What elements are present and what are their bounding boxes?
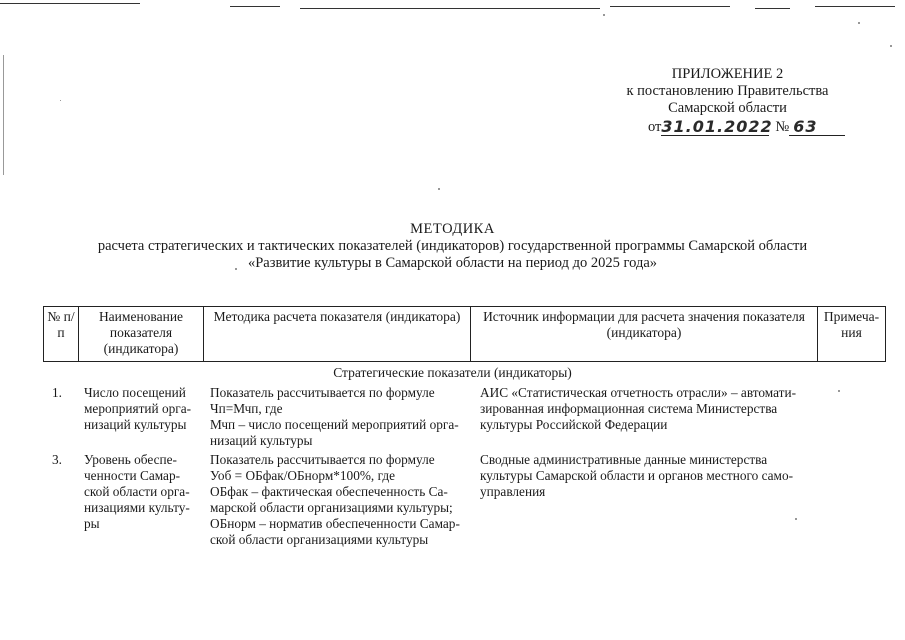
text-line: зированная информационная система Министерства: [480, 401, 778, 416]
appendix-date-line: [600, 118, 855, 136]
indicators-table-header: [43, 306, 886, 362]
text-line: АИС «Статистическая отчетность отрасли» – автомати-: [480, 385, 797, 400]
document-heading: [0, 221, 905, 272]
scan-speck: [60, 100, 61, 101]
header-number: № п/п: [44, 307, 79, 362]
text-line: Чп=Мчп, где: [210, 401, 283, 416]
row-1-number: 1.: [52, 385, 62, 400]
scan-speck: [603, 14, 605, 16]
text-line: ОБфак – фактическая обеспеченность Са-: [210, 484, 448, 499]
text-line: ОБнорм – норматив обеспеченности Самар-: [210, 516, 460, 531]
date-prefix: от: [648, 119, 662, 135]
text-line: Мчп – число посещений мероприятий орга-: [210, 417, 459, 432]
document-subtitle-line-1: расчета стратегических и тактических показателей (индикаторов) государственной программы Самарской области: [97, 238, 808, 254]
scan-artifact-line: [815, 6, 895, 7]
text-line: ской области орга-: [84, 484, 190, 499]
row-3-name: [84, 452, 204, 532]
header-notes: Примеча-ния: [818, 307, 886, 362]
text-line: Показатель рассчитывается по формуле: [210, 452, 435, 467]
scan-artifact-line: [755, 8, 790, 9]
text-line: Уоб = ОБфак/ОБнорм*100%, где: [210, 468, 396, 483]
row-3-method: [210, 452, 473, 548]
text-line: низациями культу-: [84, 500, 190, 515]
text-line: управления: [480, 484, 546, 499]
scan-artifact-line: [610, 6, 730, 7]
scan-speck: [438, 188, 440, 190]
number-prefix: №: [775, 119, 790, 135]
row-3-number: 3.: [52, 452, 62, 467]
scan-artifact-edge: [3, 55, 4, 175]
scan-artifact-line: [300, 8, 600, 9]
text-line: Сводные административные данные министерства: [480, 452, 768, 467]
row-1-method: [210, 385, 473, 449]
appendix-line-1: к постановлению Правительства: [626, 83, 829, 99]
handwritten-date: 31.01.2022: [661, 117, 773, 136]
appendix-block: [600, 66, 855, 136]
text-line: ской области организациями культуры: [210, 532, 429, 547]
appendix-title: ПРИЛОЖЕНИЕ 2: [671, 66, 784, 82]
document-subtitle-line-2: «Развитие культуры в Самарской области на период до 2025 года»: [247, 255, 658, 271]
scan-speck: [795, 518, 797, 520]
scan-speck: [838, 390, 840, 392]
text-line: культуры Самарской области и органов местного само-: [480, 468, 794, 483]
header-method: Методика расчета показателя (индикатора): [204, 307, 471, 362]
row-3-source: [480, 452, 815, 500]
text-line: Показатель рассчитывается по формуле: [210, 385, 435, 400]
table-header-row: [44, 307, 886, 362]
text-line: марской области организациями культуры;: [210, 500, 453, 515]
row-1-source: [480, 385, 815, 433]
document-title: МЕТОДИКА: [410, 221, 495, 237]
header-source: Источник информации для расчета значения показателя (индикатора): [471, 307, 818, 362]
text-line: культуры Российской Федерации: [480, 417, 668, 432]
text-line: ченности Самар-: [84, 468, 181, 483]
scan-speck: [858, 22, 860, 24]
text-line: мероприятий орга-: [84, 401, 192, 416]
scan-artifact-line: [230, 6, 280, 7]
scan-speck: [890, 45, 892, 47]
text-line: ры: [84, 516, 100, 531]
scan-artifact-line: [0, 3, 140, 4]
row-1-name: [84, 385, 204, 433]
text-line: низаций культуры: [210, 433, 313, 448]
handwritten-number: 63: [789, 118, 845, 136]
appendix-line-2: Самарской области: [668, 100, 787, 116]
text-line: Уровень обеспе-: [84, 452, 177, 467]
section-title: Стратегические показатели (индикаторы): [333, 365, 572, 380]
text-line: Число посещений: [84, 385, 186, 400]
text-line: низаций культуры: [84, 417, 187, 432]
header-indicator-name: Наименование показателя (индикатора): [79, 307, 204, 362]
